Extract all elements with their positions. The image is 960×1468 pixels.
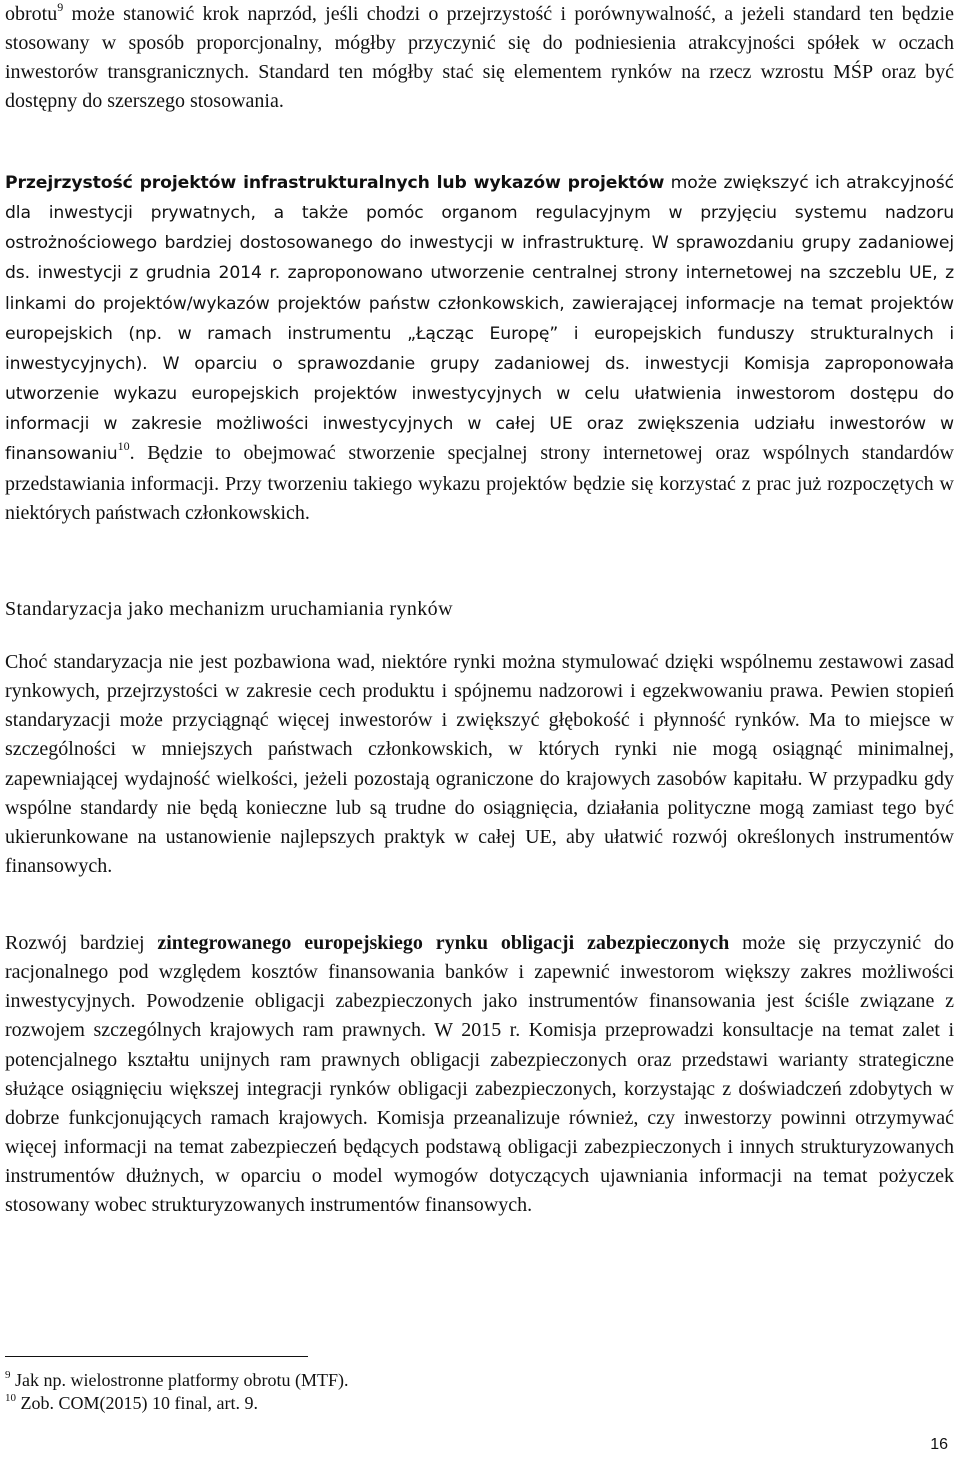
footnote-10 xyxy=(5,1393,258,1414)
footnote-ref-9: 9 xyxy=(57,0,64,14)
footnote-ref-10: 10 xyxy=(117,439,130,454)
paragraph-text: może zwiększyć ich atrakcyjność dla inwestycji prywatnych, a także pomóc organom regulacyjnym w przyjęciu systemu nadzoru ostrożnościowego bardziej dostosowanego do inwestycji w infrastrukturę. W sprawozdaniu grupy zadaniowej ds. inwestycji z grudnia 2014 r. zaproponowano utworzenie centralnej strony internetowej na szczeblu UE, z linkami do projektów/wykazów projektów państw członkowskich, zawierającej informacje na temat projektów europejskich (np. w ramach instrumentu „Łącząc Europę” i europejskich funduszy strukturalnych i inwestycyjnych). W oparciu o sprawozdanie grupy zadaniowej ds. inwestycji Komisja zaproponowała utworzenie wykazu europejskich projektów inwestycyjnych w celu ułatwienia inwestorom dostępu do informacji w zakresie możliwości inwestycyjnych w całej UE oraz zwiększenia udziału inwestorów w finansowaniu xyxy=(5,173,955,465)
paragraph-covered-bonds xyxy=(5,929,954,1221)
paragraph-text: może stanowić krok naprzód, jeśli chodzi o przejrzystość i porównywalność, a jeżeli standard ten będzie stosowany w sposób proporcjonalny, mógłby przyczynić się do podniesienia atrakcyjności spółek w oczach inwestorów transgranicznych. Standard ten mógłby stać się elementem rynków na rzecz wzrostu MŚP oraz być dostępny do szerszego stosowania. xyxy=(5,3,954,113)
paragraph-text: . Będzie to obejmować stworzenie specjalnej strony internetowej oraz wspólnych standardów przedstawiania informacji. Przy tworzeniu takiego wykazu projektów będzie się korzystać z prac już rozpoczętych w niektórych państwach członkowskich. xyxy=(5,442,954,524)
footnote-number: 10 xyxy=(5,1392,16,1404)
page-number: 16 xyxy=(930,1436,948,1453)
paragraph-text: Rozwój bardziej xyxy=(5,932,158,954)
paragraph-text: obrotu xyxy=(5,3,58,25)
bold-lead-text xyxy=(5,173,954,464)
footnote-divider xyxy=(5,1356,308,1357)
section-heading: Standaryzacja jako mechanizm uruchamiania rynków xyxy=(5,598,453,620)
paragraph-standard xyxy=(5,0,954,117)
footnote-text: Jak np. wielostronne platformy obrotu (MTF). xyxy=(10,1370,349,1390)
paragraph-standardization: Choć standaryzacja nie jest pozbawiona wad, niektóre rynki można stymulować dzięki wspólnemu zestawowi zasad rynkowych, przejrzystości w zakresie cech produktu i spójnemu nadzorowi i egzekwowaniu prawa. Pewien stopień standaryzacji może przyciągnąć więcej inwestorów i zwiększyć głębokość i płynność rynków. Ma to miejsce w szczególności w mniejszych państwach członkowskich, w których rynki nie mogą osiągnąć minimalnej, zapewniającej wydajność wielkości, jeżeli pozostają ograniczone do krajowych zasobów kapitału. W przypadku gdy wspólne standardy nie będą konieczne lub są trudne do osiągnięcia, działania polityczne mogą zamiast tego być ukierunkowane na ustanowienie najlepszych praktyk w całej UE, aby ułatwić rozwój określonych instrumentów finansowych. xyxy=(5,651,954,878)
paragraph-infrastructure xyxy=(5,168,954,528)
footnote-number: 9 xyxy=(5,1369,11,1381)
footnote-text: Zob. COM(2015) 10 final, art. 9. xyxy=(16,1393,258,1413)
footnote-9 xyxy=(5,1370,348,1391)
paragraph-text: może się przyczynić do racjonalnego pod względem kosztów finansowania banków i zapewnić inwestorom większy zakres możliwości inwestycyjnych. Powodzenie obligacji zabezpieczonych jako instrumentów finansowania jest ściśle związane z rozwojem szczególnych krajowych ram prawnych. W 2015 r. Komisja przeprowadzi konsultacje na temat zalet i potencjalnego kształtu unijnych ram prawnych obligacji zabezpieczonych oraz przedstawi warianty strategiczne służące osiągnięciu większej integracji rynków obligacji zabezpieczonych, korzystając z doświadczeń zdobytych w dobrze funkcjonujących ramach krajowych. Komisja przeanalizuje również, czy inwestorzy powinni otrzymywać więcej informacji na temat zabezpieczeń będących podstawą obligacji zabezpieczonych i innych strukturyzowanych instrumentów dłużnych, w oparciu o model wymogów dotyczących ujawniania informacji na temat pożyczek stosowany wobec strukturyzowanych instrumentów finansowych. xyxy=(5,932,954,1217)
bold-phrase: Przejrzystość projektów infrastrukturalnych lub wykazów projektów xyxy=(5,173,665,193)
bold-phrase: zintegrowanego europejskiego rynku obligacji zabezpieczonych xyxy=(157,932,730,954)
